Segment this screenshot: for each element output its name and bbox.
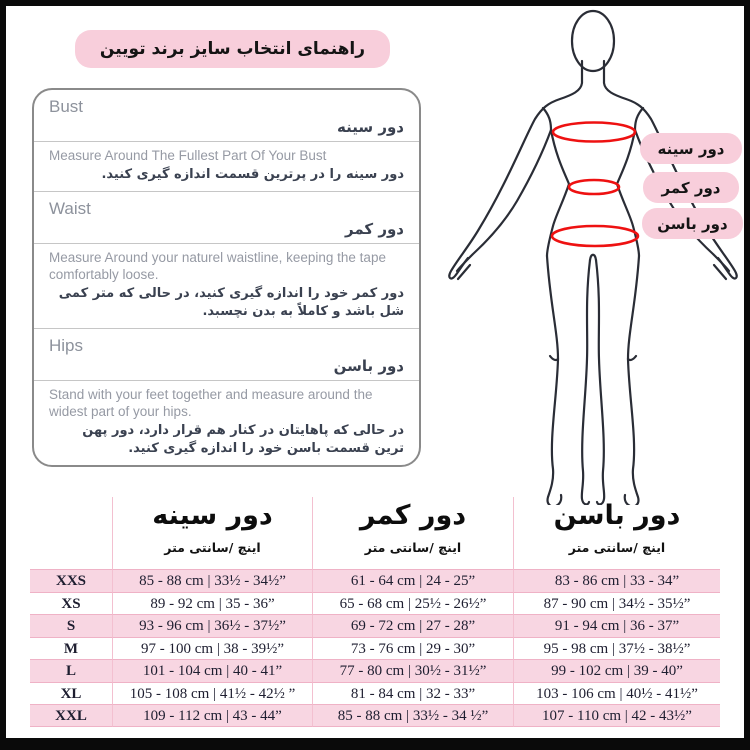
guide-section-hips: [34, 328, 419, 465]
bust-label-en: Bust: [49, 97, 84, 116]
hips-measure-ellipse: [552, 226, 638, 246]
bust-value-cell: 89 - 92 cm | 35 - 36”: [112, 592, 312, 615]
left-leg-inner-outline: [582, 260, 590, 504]
size-cell: L: [30, 659, 112, 682]
hips-column-units: اینچ /سانتی متر: [568, 540, 666, 555]
left-leg-outer-outline: [547, 256, 561, 505]
waist-value-cell: 69 - 72 cm | 27 - 28”: [312, 614, 513, 637]
hips-value-cell: 103 - 106 cm | 40½ - 41½”: [513, 682, 720, 705]
torso-left-outline: [547, 130, 569, 256]
bust-desc-fa: دور سینه را در پرترین قسمت اندازه گیری کنید.: [101, 167, 404, 182]
waist-desc-fa: دور کمر خود را اندازه گیری کنید، در حالی که متر کمی شل باشد و کاملاً به بدن نچسبد.: [58, 286, 404, 319]
waist-column-title: دور کمر: [359, 500, 467, 531]
torso-right-outline: [617, 130, 639, 256]
hips-value-cell: 91 - 94 cm | 36 - 37”: [513, 614, 720, 637]
hips-description: [34, 380, 419, 465]
hips-desc-fa: در حالی که پاهایتان در کنار هم قرار دارد، دور پهن ترین قسمت باسن خود را اندازه گیری کنید.: [82, 423, 404, 456]
size-cell: XXL: [30, 704, 112, 727]
size-cell: M: [30, 637, 112, 660]
waist-description: [34, 243, 419, 328]
bust-value-cell: 85 - 88 cm | 33½ - 34½”: [112, 569, 312, 592]
page-title: راهنمای انتخاب سایز برند تویین: [99, 39, 366, 59]
column-header-waist: [312, 497, 513, 569]
waist-value-cell: 73 - 76 cm | 29 - 30”: [312, 637, 513, 660]
bust-description: [34, 141, 419, 191]
title-banner: [75, 30, 390, 68]
bust-value-cell: 105 - 108 cm | 41½ - 42½ ”: [112, 682, 312, 705]
size-cell: S: [30, 614, 112, 637]
waist-label-en: Waist: [49, 199, 91, 218]
bust-header: [34, 90, 419, 141]
guide-section-bust: [34, 90, 419, 191]
bust-value-cell: 101 - 104 cm | 40 - 41”: [112, 659, 312, 682]
right-leg-outer-outline: [625, 256, 639, 505]
bust-measure-label: [640, 133, 742, 164]
bust-value-cell: 93 - 96 cm | 36½ - 37½”: [112, 614, 312, 637]
left-arm-inner-outline: [457, 130, 551, 271]
size-cell: XS: [30, 592, 112, 615]
bust-desc-en: Measure Around The Fullest Part Of Your Bust: [49, 148, 327, 163]
left-knee-mark: [550, 356, 558, 360]
hips-measure-label-text: دور باسن: [657, 214, 728, 233]
right-leg-inner-outline: [596, 260, 604, 504]
waist-measure-label-text: دور کمر: [661, 178, 721, 197]
bust-value-cell: 109 - 112 cm | 43 - 44”: [112, 704, 312, 727]
bust-value-cell: 97 - 100 cm | 38 - 39½”: [112, 637, 312, 660]
size-table: [30, 497, 720, 727]
hips-value-cell: 83 - 86 cm | 33 - 34”: [513, 569, 720, 592]
waist-value-cell: 65 - 68 cm | 25½ - 26½”: [312, 592, 513, 615]
hips-value-cell: 95 - 98 cm | 37½ - 38½”: [513, 637, 720, 660]
right-knee-mark: [628, 356, 636, 360]
bust-label-fa: دور سینه: [337, 118, 404, 136]
bust-measure-ellipse: [553, 123, 635, 142]
size-cell: XL: [30, 682, 112, 705]
body-figure-diagram: [430, 5, 750, 505]
column-header-bust: [112, 497, 312, 569]
crotch-outline: [590, 255, 596, 260]
size-table-corner: [30, 497, 112, 569]
hips-value-cell: 87 - 90 cm | 34½ - 35½”: [513, 592, 720, 615]
waist-label-fa: دور کمر: [345, 220, 404, 238]
bust-measure-label-text: دور سینه: [657, 139, 725, 158]
hips-label-fa: دور باسن: [333, 357, 404, 375]
waist-desc-en: Measure Around your naturel waistline, keeping the tape comfortably loose.: [49, 250, 386, 282]
hips-column-title: دور باسن: [553, 500, 681, 531]
hips-measure-label: [642, 208, 743, 239]
hips-header: [34, 329, 419, 380]
waist-column-units: اینچ /سانتی متر: [364, 540, 462, 555]
measurement-guide-box: [32, 88, 421, 467]
right-armpit-outline: [635, 108, 643, 130]
left-armpit-outline: [543, 108, 551, 130]
hips-label-en: Hips: [49, 336, 84, 355]
guide-section-waist: [34, 191, 419, 328]
column-header-hips: [513, 497, 720, 569]
waist-value-cell: 77 - 80 cm | 30½ - 31½”: [312, 659, 513, 682]
bust-column-title: دور سینه: [152, 500, 273, 531]
waist-value-cell: 61 - 64 cm | 24 - 25”: [312, 569, 513, 592]
bust-column-units: اینچ /سانتی متر: [164, 540, 261, 555]
hips-desc-en: Stand with your feet together and measure around the widest part of your hips.: [49, 387, 373, 419]
waist-value-cell: 85 - 88 cm | 33½ - 34 ½”: [312, 704, 513, 727]
waist-value-cell: 81 - 84 cm | 32 - 33”: [312, 682, 513, 705]
size-cell: XXS: [30, 569, 112, 592]
head-outline: [572, 11, 614, 71]
hips-value-cell: 107 - 110 cm | 42 - 43½”: [513, 704, 720, 727]
waist-header: [34, 192, 419, 243]
waist-measure-label: [643, 172, 739, 203]
waist-measure-ellipse: [569, 180, 619, 194]
hips-value-cell: 99 - 102 cm | 39 - 40”: [513, 659, 720, 682]
